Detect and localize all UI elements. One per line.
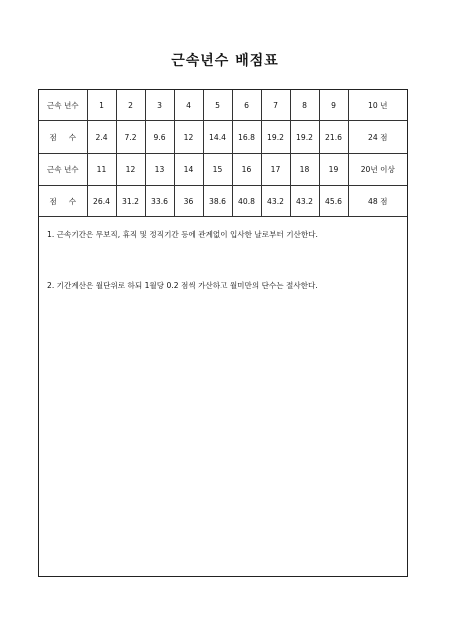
table-cell: 40.8 (232, 186, 261, 217)
table-cell: 19.2 (261, 121, 290, 154)
table-cell: 2.4 (87, 121, 116, 154)
table-cell: 48 점 (348, 186, 407, 217)
table-cell: 7 (261, 90, 290, 121)
table-cell: 4 (174, 90, 203, 121)
table-cell: 24 점 (348, 121, 407, 154)
row-label: 점 수 (39, 186, 87, 217)
table-row (39, 154, 407, 186)
table-cell: 9.6 (145, 121, 174, 154)
table-row (39, 121, 407, 154)
table-cell: 10 년 (348, 90, 407, 121)
table-cell: 13 (145, 154, 174, 186)
row-label: 점 수 (39, 121, 87, 154)
table-cell: 9 (319, 90, 348, 121)
table-cell: 43.2 (290, 186, 319, 217)
table-cell: 18 (290, 154, 319, 186)
table-cell: 14 (174, 154, 203, 186)
table-cell: 12 (174, 121, 203, 154)
row-label: 근속 년수 (39, 90, 87, 121)
table-cell: 3 (145, 90, 174, 121)
table-cell: 7.2 (116, 121, 145, 154)
row-label: 근속 년수 (39, 154, 87, 186)
table-cell: 16 (232, 154, 261, 186)
table-cell: 11 (87, 154, 116, 186)
table-cell: 19 (319, 154, 348, 186)
table-cell: 16.8 (232, 121, 261, 154)
table-cell: 45.6 (319, 186, 348, 217)
table-row (39, 186, 407, 217)
table-cell: 43.2 (261, 186, 290, 217)
table-cell: 6 (232, 90, 261, 121)
table-cell: 33.6 (145, 186, 174, 217)
table-cell: 14.4 (203, 121, 232, 154)
table-cell: 20년 이상 (348, 154, 407, 186)
table-cell: 31.2 (116, 186, 145, 217)
document-frame (38, 89, 408, 577)
table-cell: 17 (261, 154, 290, 186)
table-row (39, 90, 407, 121)
table-cell: 38.6 (203, 186, 232, 217)
note-1: 1. 근속기간은 무보직, 휴직 및 정직기간 등에 관계없이 입사한 날로부터 기산한다. (47, 230, 318, 239)
score-table (39, 90, 407, 217)
table-cell: 15 (203, 154, 232, 186)
table-cell: 5 (203, 90, 232, 121)
table-cell: 19.2 (290, 121, 319, 154)
page-title: 근속년수 배점표 (171, 53, 279, 69)
note-2: 2. 기간계산은 월단위로 하되 1월당 0.2 점씩 가산하고 월미만의 단수는 절사한다. (47, 281, 318, 290)
table-cell: 36 (174, 186, 203, 217)
table-cell: 26.4 (87, 186, 116, 217)
table-cell: 1 (87, 90, 116, 121)
table-cell: 8 (290, 90, 319, 121)
table-cell: 21.6 (319, 121, 348, 154)
table-cell: 12 (116, 154, 145, 186)
table-cell: 2 (116, 90, 145, 121)
